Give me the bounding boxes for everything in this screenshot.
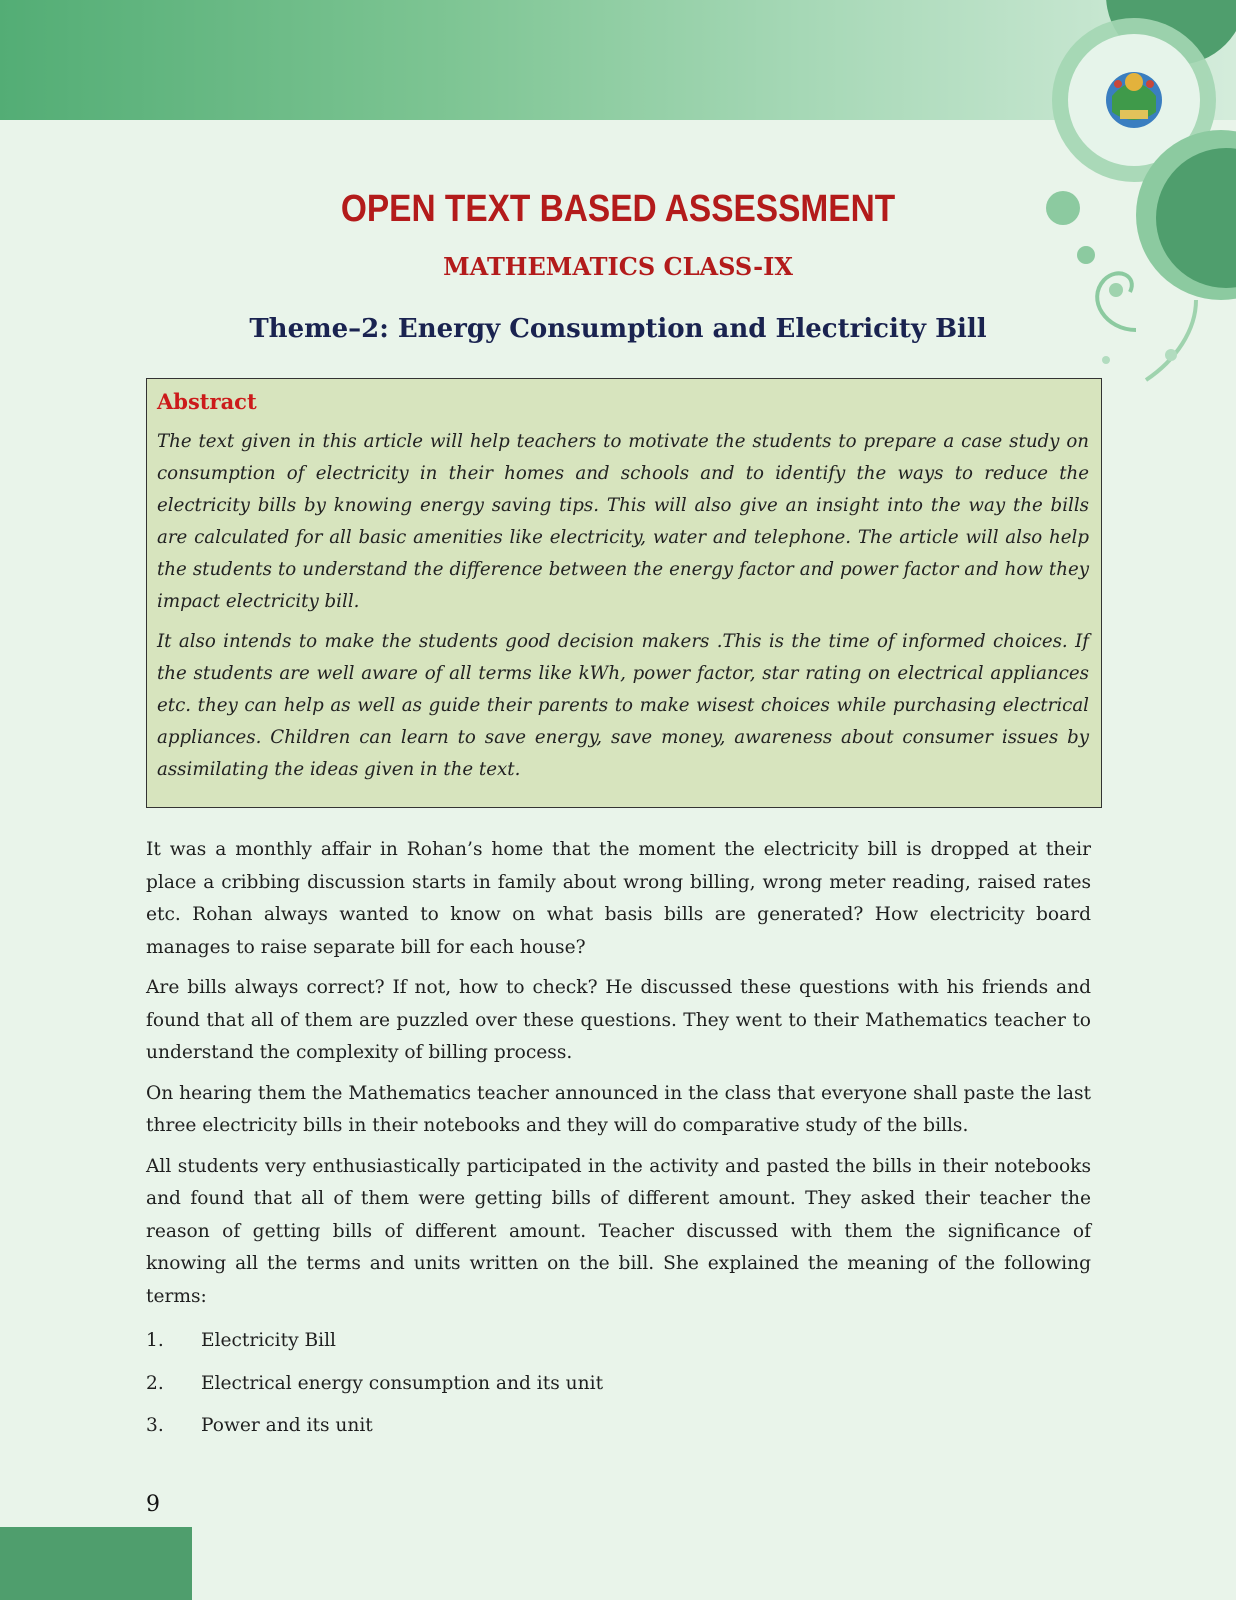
list-item-text: Power and its unit xyxy=(201,1415,373,1436)
list-item-text: Electrical energy consumption and its unit xyxy=(201,1372,604,1394)
page-title: OPEN TEXT BASED ASSESSMENT xyxy=(340,188,896,230)
abstract-heading: Abstract xyxy=(157,389,257,414)
page-subtitle: MATHEMATICS CLASS-IX xyxy=(443,252,793,281)
abstract-paragraph: It also intends to make the students good decision makers .This is the time of informed choices. If the students are well aware of all terms like kWh, power factor, star rating on electrical appliances etc. they can help as well as guide their parents to make wisest choices while purchasing electrical appliances. Children can learn to save energy, save money, awareness about consumer issues by assimilating the ideas given in the text. xyxy=(157,631,1089,780)
list-item-number: 3. xyxy=(146,1415,164,1436)
abstract-box xyxy=(146,378,1102,808)
list-item-number: 1. xyxy=(146,1330,164,1351)
theme-heading: Theme–2: Energy Consumption and Electricity Bill xyxy=(249,314,987,344)
list-item xyxy=(146,1368,1091,1401)
body-text xyxy=(146,834,1091,1453)
list-item-number: 2. xyxy=(146,1372,164,1394)
page-number: 9 xyxy=(146,1492,160,1517)
list-item xyxy=(146,1325,1091,1358)
body-paragraph: All students very enthusiastically participated in the activity and pasted the bills in their notebooks and found that all of them were getting bills of different amount. They asked their teacher the reason of getting bills of different amount. Teacher discussed with them the significance of knowing all the terms and units written on the bill. She explained the meaning of the following terms: xyxy=(146,1155,1091,1307)
list-item-text: Electricity Bill xyxy=(201,1330,336,1351)
list-item xyxy=(146,1410,1091,1443)
terms-list xyxy=(146,1325,1091,1443)
body-paragraph: It was a monthly affair in Rohan’s home that the moment the electricity bill is dropped at their place a cribbing discussion starts in family about wrong billing, wrong meter reading, raised rates etc. Rohan always wanted to know on what basis bills are generated? How electricity board manages to raise separate bill for each house? xyxy=(146,839,1091,958)
footer-block xyxy=(0,1527,192,1600)
body-paragraph: Are bills always correct? If not, how to check? He discussed these questions with his friends and found that all of them are puzzled over these questions. They went to their Mathematics teacher to understand the complexity of billing process. xyxy=(146,977,1091,1063)
abstract-paragraph: The text given in this article will help teachers to motivate the students to prepare a case study on consumption of electricity in their homes and schools and to identify the ways to reduce the electricity bills by knowing energy saving tips. This will also give an insight into the way the bills are calculated for all basic amenities like electricity, water and telephone. The article will also help the students to understand the difference between the energy factor and power factor and how they impact electricity bill. xyxy=(157,431,1089,612)
cbse-emblem-icon xyxy=(1106,72,1162,128)
body-paragraph: On hearing them the Mathematics teacher announced in the class that everyone shall paste the last three electricity bills in their notebooks and they will do comparative study of the bills. xyxy=(146,1082,1091,1136)
